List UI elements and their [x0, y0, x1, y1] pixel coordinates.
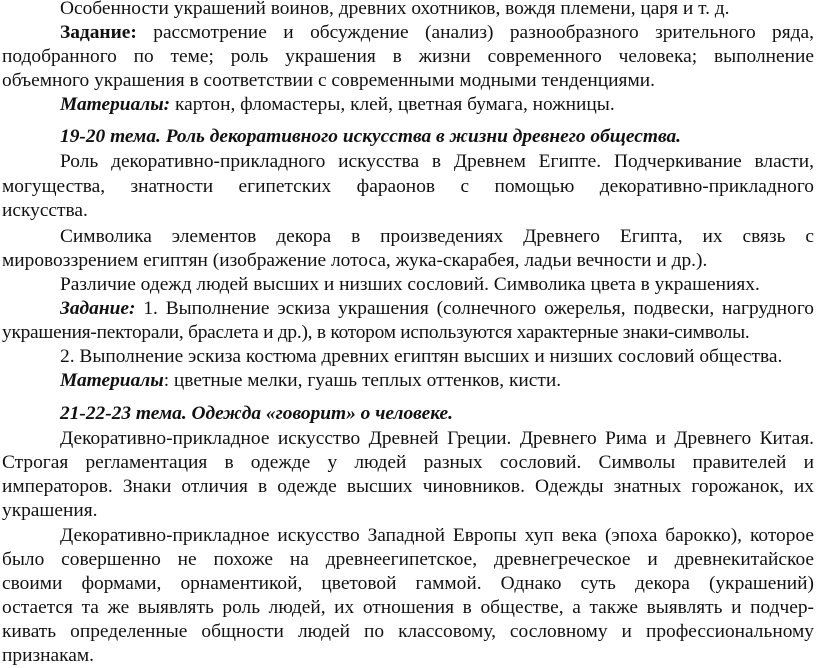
text-line: Строгая регламентация в одежде у людей разных сословий. Символы правителей и	[2, 452, 814, 473]
paragraph-line	[60, 273, 760, 297]
text-line: Особенности украшений воинов, древних охотников, вождя племени, царя и т. д.	[60, 0, 730, 19]
text-line: искусства.	[2, 200, 88, 221]
task-text: 1. Выполнение эскиза украшения (солнечного ожерелья, подвески, нагрудного	[135, 298, 814, 319]
text-line: подобранного по теме; роль украшения в жизни современного человека; выполнение	[2, 46, 814, 67]
task-text: рассмотрение и обсуждение (анализ) разнообразного зрительного ряда,	[136, 22, 814, 43]
paragraph-line	[2, 451, 814, 475]
text-line: кивать определенные общности людей по классовому, сословному и профессиональному	[2, 621, 814, 642]
paragraph-line	[60, 427, 814, 451]
paragraph-line	[2, 175, 814, 199]
text-line: было совершенно не похоже на древнеегипетское, древнегреческое и древнекитайское	[2, 549, 814, 570]
section-heading-text: 21-22-23 тема. Одежда «говорит» о человеке.	[60, 403, 453, 424]
text-line: украшения.	[2, 500, 98, 521]
text-line: своими формами, орнаментикой, цветовой гаммой. Однако суть декора (украшений)	[2, 573, 814, 594]
paragraph-line	[2, 499, 97, 523]
text-line: признакам.	[2, 645, 94, 666]
text-line: Декоративно-прикладное искусство Западной Европы хуп века (эпоха барокко), которое	[60, 525, 814, 546]
paragraph-line	[2, 596, 814, 620]
section-heading-text: 19-20 тема. Роль декоративного искусства в жизни древнего общества.	[60, 126, 682, 147]
paragraph-line	[2, 572, 814, 596]
task-label: Задание:	[60, 22, 137, 43]
materials-line	[60, 369, 561, 393]
task-line	[60, 297, 814, 321]
paragraph-line	[60, 524, 814, 548]
text-line: 2. Выполнение эскиза костюма древних египтян высших и низших сословий общества.	[60, 346, 783, 367]
materials-line	[60, 93, 615, 117]
text-line: объемного украшения в соответствии с современными модными тенденциями.	[2, 70, 655, 91]
text-line: Роль декоративно-прикладного искусства в Древнем Египте. Подчеркивание власти,	[60, 151, 814, 172]
section-heading	[60, 125, 681, 149]
text-line: императоров. Знаки отличия в одежде высших чиновников. Одежды знатных горожанок, их	[2, 476, 814, 497]
paragraph-line	[60, 345, 782, 369]
section-heading	[60, 402, 453, 426]
paragraph-line	[2, 548, 814, 572]
paragraph-line	[2, 45, 814, 69]
task-label: Задание:	[60, 298, 136, 319]
text-line: Различие одежд людей высших и низших сословий. Символика цвета в украшениях.	[60, 274, 760, 295]
text-line: Символика элементов декора в произведениях Древнего Египта, их связь с	[60, 226, 814, 247]
paragraph-line	[60, 225, 814, 249]
paragraph-line	[2, 644, 94, 668]
task-line	[60, 21, 814, 45]
materials-text: : цветные мелки, гуашь теплых оттенков, кисти.	[163, 370, 562, 391]
paragraph-line	[2, 249, 707, 273]
paragraph-line	[60, 150, 814, 174]
paragraph-line	[60, 0, 730, 21]
text-line: Декоративно-прикладное искусство Древней Греции. Древнего Рима и Древнего Китая.	[60, 428, 814, 449]
materials-label: Материалы:	[60, 94, 171, 115]
paragraph-line	[2, 69, 655, 93]
text-line: остается та же выявлять роль людей, их отношения в обществе, а также выявлять и подчер-	[2, 597, 814, 618]
paragraph-line	[2, 620, 814, 644]
materials-text: картон, фломастеры, клей, цветная бумага, ножницы.	[170, 94, 615, 115]
paragraph-line	[2, 475, 814, 499]
paragraph-line	[2, 321, 749, 345]
materials-label: Материалы	[60, 370, 164, 391]
paragraph-line	[2, 199, 88, 223]
text-line: мировоззрением египтян (изображение лотоса, жука-скарабея, ладьи вечности и др.).	[2, 250, 708, 271]
text-line: могущества, знатности египетских фараонов с помощью декоративно-прикладного	[2, 176, 814, 197]
text-line: украшения-пекторали, браслета и др.), в котором используются характерные знаки-символы.	[2, 322, 750, 343]
